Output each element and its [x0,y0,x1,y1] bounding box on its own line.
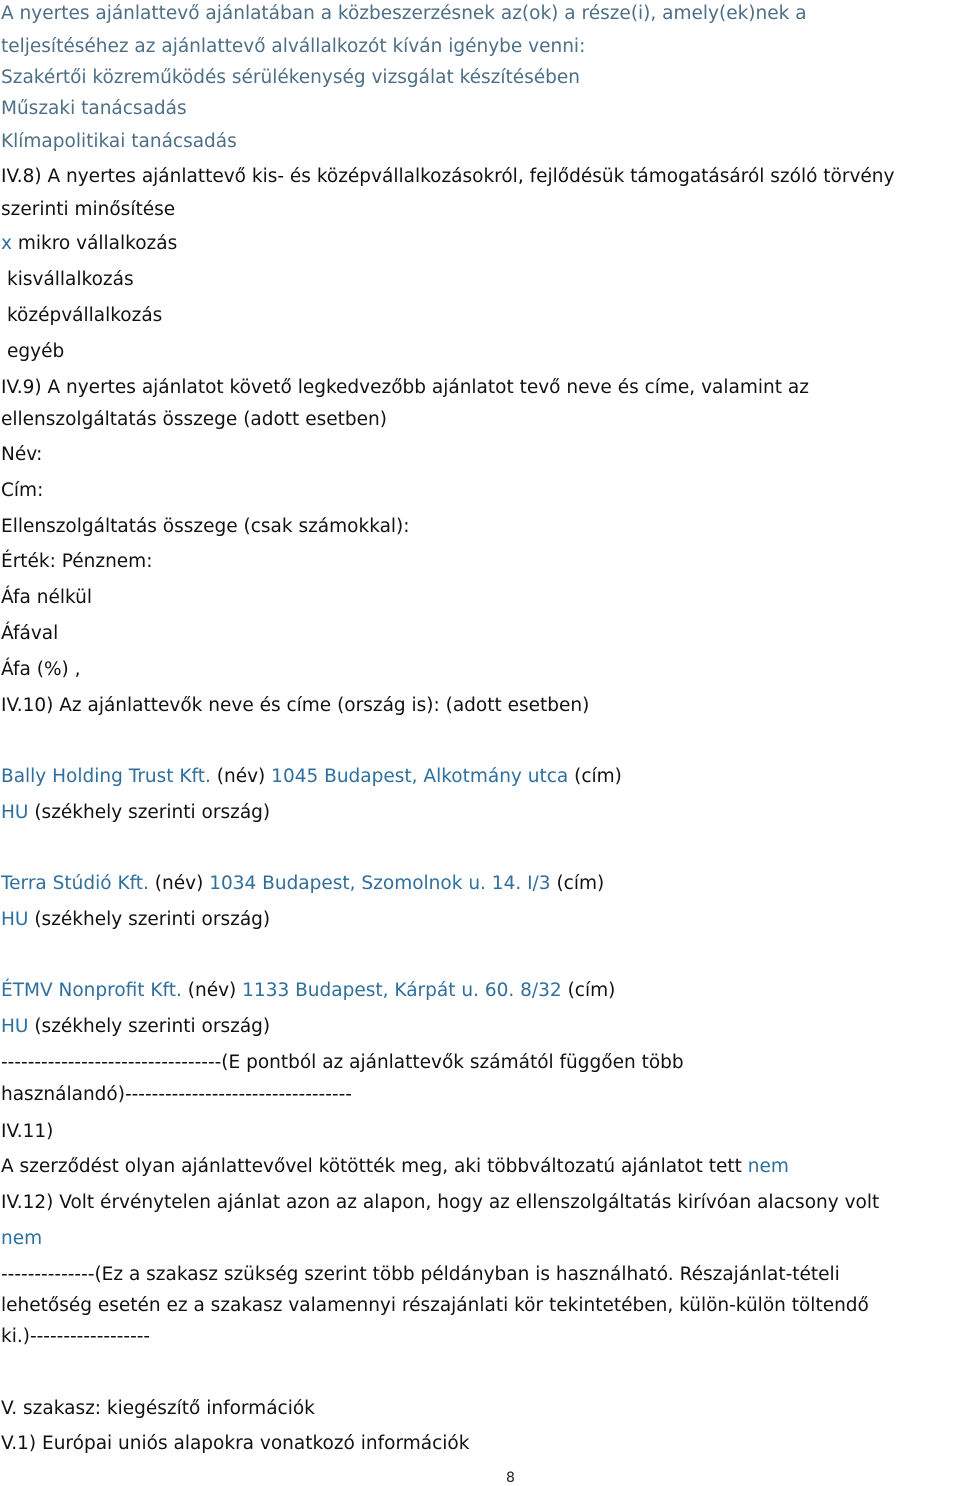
iv11-question: A szerződést olyan ajánlattevővel kötötték meg, aki többváltozatú ajánlatot tett [1,1156,742,1177]
iv9-field: Cím: [1,480,44,501]
bidder-2-country [1,908,270,932]
bidder-address: 1045 Budapest, Alkotmány utca [271,766,569,787]
iv11-text [1,1155,789,1179]
country-label: (székhely szerinti ország) [34,909,271,930]
section-v1-title: V.1) Európai uniós alapokra vonatkozó információk [1,1433,470,1454]
subcontract-item: Szakértői közreműködés sérülékenység vizsgálat készítésében [1,67,581,88]
address-label: (cím) [567,980,616,1001]
country-code: HU [1,909,29,930]
iv9-title-2: ellenszolgáltatás összege (adott esetben) [1,409,387,430]
iv9-field: Áfával [1,623,59,644]
bidder-2-row [1,872,604,896]
iv12-note-3: ki.)------------------ [1,1326,151,1347]
iv10-note-1: ---------------------------------(E pontból az ajánlattevők számától függően több [1,1052,684,1073]
country-code: HU [1,802,29,823]
bidder-name: ÉTMV Nonprofit Kft. [1,980,182,1001]
iv11-answer: nem [747,1156,789,1177]
name-label: (név) [216,766,266,787]
iv8-option-small: kisvállalkozás [7,269,134,290]
option-label: mikro vállalkozás [17,233,178,254]
address-label: (cím) [574,766,622,787]
bidder-address: 1034 Budapest, Szomolnok u. 14. I/3 [209,873,551,894]
bidder-address: 1133 Budapest, Kárpát u. 60. 8/32 [242,980,562,1001]
iv8-option-micro [1,232,177,256]
bidder-3-country [1,1015,270,1039]
country-code: HU [1,1016,29,1037]
subcontract-item: Klímapolitikai tanácsadás [1,131,237,152]
iv9-field: Ellenszolgáltatás összege (csak számokkal): [1,516,410,537]
address-label: (cím) [556,873,605,894]
country-label: (székhely szerinti ország) [34,1016,271,1037]
iv9-title-1: IV.9) A nyertes ajánlatot követő legkedvezőbb ajánlatot tevő neve és címe, valamint az [1,377,809,398]
iv9-field: Név: [1,444,43,465]
iv10-note-2: használandó)---------------------------------- [1,1084,352,1105]
iv12-answer: nem [1,1228,43,1249]
iv8-option-other: egyéb [7,341,65,362]
subcontract-item: Műszaki tanácsadás [1,98,187,119]
page-number: 8 [506,1470,515,1486]
bidder-1-row [1,765,622,789]
iv8-title-2: szerinti minősítése [1,199,176,220]
iv12-note-1: --------------(Ez a szakasz szükség szerint több példányban is használható. Részajánlat-tételi [1,1264,840,1285]
iv8-option-medium: középvállalkozás [7,305,163,326]
iv8-title-1: IV.8) A nyertes ajánlattevő kis- és középvállalkozásokról, fejlődésük támogatásáról szóló törvény [1,166,895,187]
bidder-name: Terra Stúdió Kft. [1,873,149,894]
selected-mark: x [1,233,12,254]
iv9-field: Áfa (%) , [1,659,81,680]
iv10-title: IV.10) Az ajánlattevők neve és címe (ország is): (adott esetben) [1,695,590,716]
bidder-name: Bally Holding Trust Kft. [1,766,211,787]
iv11-title: IV.11) [1,1121,54,1142]
bidder-3-row [1,979,615,1003]
bidder-1-country [1,801,270,825]
name-label: (név) [154,873,204,894]
subcontract-line-2: teljesítéséhez az ajánlattevő alvállalkozót kíván igénybe venni: [1,36,586,57]
section-v-title: V. szakasz: kiegészítő információk [1,1398,315,1419]
iv9-field: Érték: Pénznem: [1,551,153,572]
name-label: (név) [187,980,237,1001]
country-label: (székhely szerinti ország) [34,802,271,823]
iv12-text: IV.12) Volt érvénytelen ajánlat azon az alapon, hogy az ellenszolgáltatás kirívóan alacsony volt [1,1192,880,1213]
subcontract-line-1: A nyertes ajánlattevő ajánlatában a közbeszerzésnek az(ok) a része(i), amely(ek)nek a [1,3,807,24]
iv9-field: Áfa nélkül [1,587,92,608]
iv12-note-2: lehetőség esetén ez a szakasz valamennyi részajánlati kör tekintetében, külön-külön töltendő [1,1295,869,1316]
